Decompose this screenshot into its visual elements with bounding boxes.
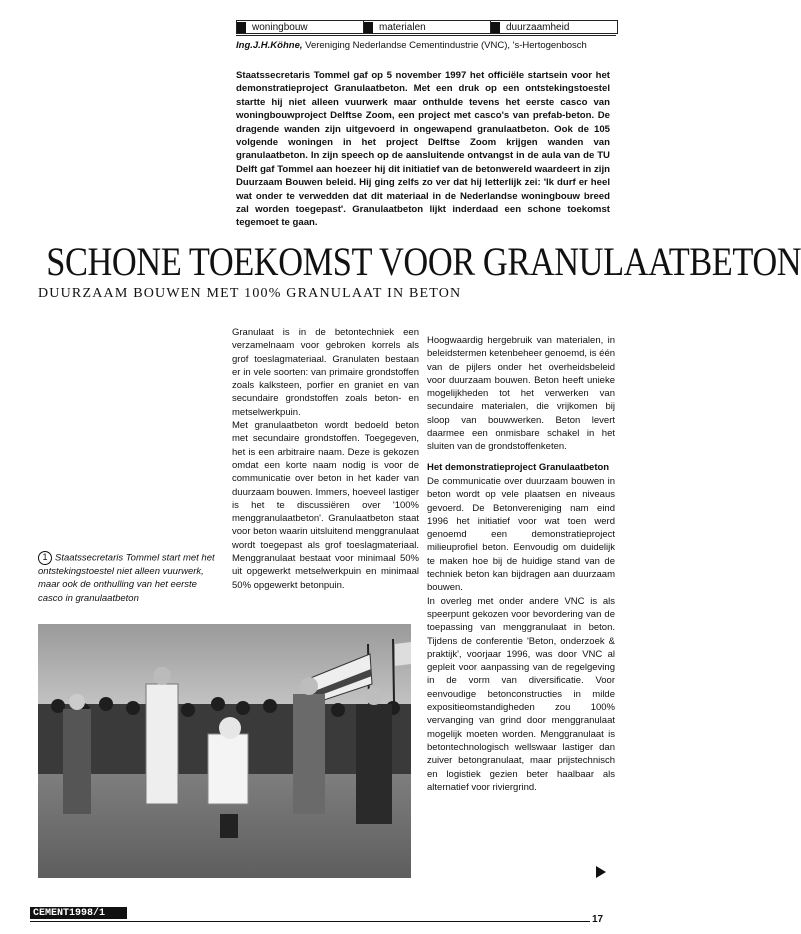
body-column-1 (232, 326, 419, 592)
tab-label: duurzaamheid (506, 21, 570, 33)
author-line (236, 40, 636, 51)
paragraph: In overleg met onder andere VNC is als speerpunt gekozen voor bevordering van de toepassing van menggranulaat in beton. Tijdens de conferentie 'Beton, onderzoek & praktijk', voorjaar 1996, was door VNC al gepleit voor aanpassing van de regelgeving in de vorm van diversificatie. Voor eenvoudige betonconstructies in milde expositieomstandigheden zou 100% vervanging van grind door menggranulaat mogelijk moeten worden. Menggranulaat is betontechnologisch wellswaar lastiger dan zuiver betongranulaat, maar prijstechnisch en logistiek gezien beter haalbaar als alternatief voor riviergrind. (427, 595, 615, 793)
photo-caption (38, 551, 224, 605)
author-affiliation: Vereniging Nederlandse Cementindustrie (VNC), 's-Hertogenbosch (302, 40, 587, 51)
paragraph: Met granulaatbeton wordt bedoeld beton met secundaire grondstoffen. Toegegeven, het is een arbitraire naam. Deze is gekozen omdat een korte naam nodig is voor de communicatie over beton in het kader van duurzaam bouwen. Immers, hoeveel lastiger is het te discussiëren over '100% menggranulaatbeton'. Granulaatbeton staat voor beton waarin uitsluitend menggranulaat wordt toegepast als grof toeslagmateriaal. Menggranulaat bestaat voor minimaal 50% uit opgewerkt metselwerkpuin en minimaal 50% opgewerkt betonpuin. (232, 420, 419, 591)
footer-divider (30, 921, 590, 922)
body-column-2 (427, 334, 615, 794)
header-divider (236, 35, 616, 36)
paragraph: De communicatie over duurzaam bouwen in beton wordt op vele plaatsen en niveaus gevoerd. De Betonvereniging nam eind 1996 het initiatief voor wat toen werd genoemd een demonstratieproject milieuprofiel beton. Eenvoudig om duidelijk te maken hoe bij de huidige stand van de techniek beton kan bijdragen aan duurzaam bouwen. (427, 475, 615, 594)
section-heading: Het demonstratieproject Granulaatbeton (427, 461, 610, 473)
category-tabs (236, 20, 618, 34)
author-name: Ing.J.H.Köhne, (236, 40, 303, 51)
tab-label: woningbouw (252, 21, 308, 33)
caption-text: Staatssecretaris Tommel start met het ontstekingstoestel niet alleen vuurwerk, maar ook de onthulling van het eerste casco in granulaatbeton (38, 552, 215, 604)
ceremony-photo-illustration (38, 624, 411, 878)
ceremony-photo (38, 624, 411, 878)
tab-marker (237, 22, 246, 33)
tab-marker (491, 22, 500, 33)
category-tab-duurzaamheid (491, 21, 617, 33)
continue-arrow-icon (596, 866, 606, 878)
tab-marker (364, 22, 373, 33)
paragraph: Granulaat is in de betontechniek een verzamelnaam voor gebroken korrels als grof toeslagmateriaal. Granulaten bestaan er in vele soorten: van primaire grondstoffen zoals kalksteen, porfier en graniet en van secundaire grondstoffen zoals beton- en metselwerkpuin. (232, 327, 419, 418)
article-headline: SCHONE TOEKOMST VOOR GRANULAATBETON (46, 239, 801, 284)
paragraph: Hoogwaardig hergebruik van materialen, in beleidstermen ketenbeheer genoemd, is één van de pijlers onder het overheidsbeleid voor duurzaam bouwen. Beton heeft unieke mogelijkheden tot het verwerken van secundaire materialen, die vrijkomen bij sloop van bouwwerken. Beton levert daarmee een onmisbare schakel in het sluiten van de grondstoffenketen. (427, 335, 616, 453)
tab-label: materialen (379, 21, 426, 33)
article-subheadline: DUURZAAM BOUWEN MET 100% GRANULAAT IN BETON (38, 286, 462, 301)
publication-label: CEMENT1998/1 (30, 907, 127, 919)
category-tab-materialen (364, 21, 491, 33)
lead-paragraph: Staatssecretaris Tommel gaf op 5 november 1997 het officiële startsein voor het demonstratieproject Granulaatbeton. Met een druk op een ontstekingstoestel startte hij niet alleen vuurwerk maar onthulde tevens het eerste casco van woningbouwproject Delftse Zoom, een project met casco's van prefab-beton. De dragende wanden zijn uitgevoerd in ongewapend granulaatbeton. Ook de 105 volgende woningen in het project Delftse Zoom krijgen wanden van granulaatbeton. In zijn speech op de aansluitende ontvangst in de aula van de TU Delft gaf Tommel aan hoezeer hij dit initiatief van de betonwereld waardeert in zijn Duurzaam Bouwen beleid. Hij ging zelfs zo ver dat hij letterlijk zei: 'Ik durf er heel wat onder te verwedden dat dit materiaal in de Nederlandse woningbouw breed zal worden toegepast'. Granulaatbeton lijkt inderdaad een schone toekomst tegemoet te gaan. (236, 70, 610, 229)
caption-number-badge: 1 (38, 551, 52, 565)
category-tab-woningbouw (237, 21, 364, 33)
page-number: 17 (592, 914, 604, 925)
